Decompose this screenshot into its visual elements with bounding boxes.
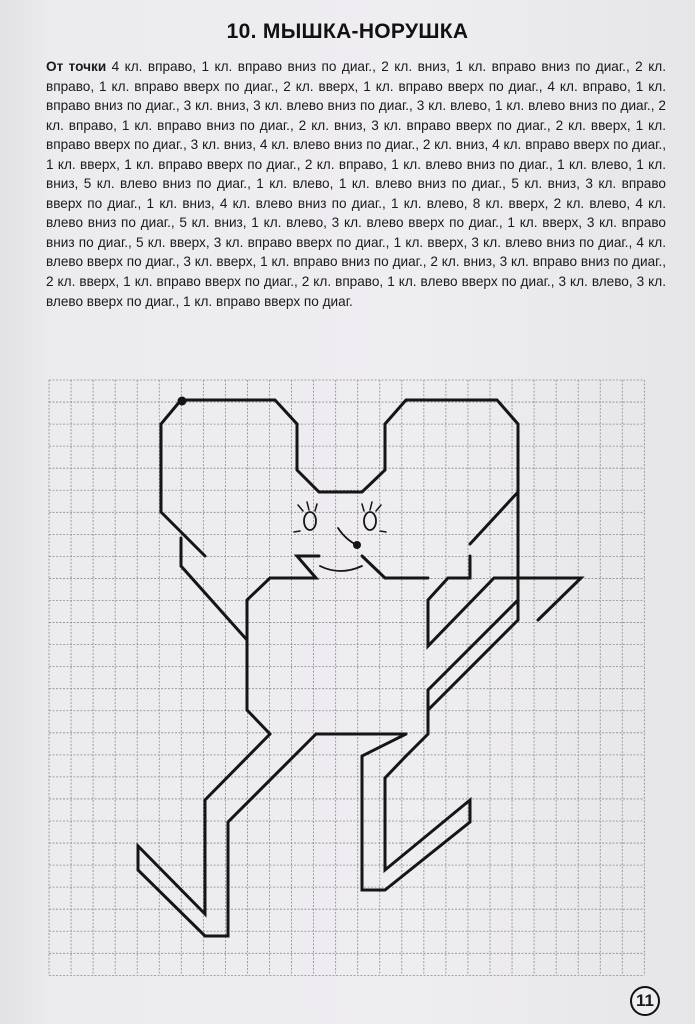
mouse-left-arm [161, 400, 319, 640]
mouse-right-leg [316, 734, 470, 890]
page-title: 10. МЫШКА-НОРУШКА [226, 20, 469, 43]
mouse-right-arm-tail [428, 492, 581, 710]
left-eye [304, 512, 316, 530]
mouse-head-outline [181, 400, 518, 544]
page-number: 11 [630, 986, 660, 1016]
start-dot [178, 397, 187, 406]
mouse-left-leg [138, 734, 316, 936]
instructions-lead: От точки [46, 59, 107, 74]
mouth [320, 566, 362, 571]
right-eye [364, 512, 376, 530]
grid-lines [49, 380, 644, 975]
mouse-body [247, 556, 428, 756]
instructions-body: 4 кл. вправо, 1 кл. вправо вниз по диаг., 2 кл. вниз, 1 кл. вправо вниз по диаг., 2 кл. вправо, 1 кл. вправо вверх по диаг., 2 кл. вверх, 1 кл. вправо вверх по диаг., 4 кл. вправо, 1 кл. вправо вниз по диаг., 3 кл. вниз, 3 кл. влево вниз по диаг., 3 кл. влево, 1 кл. влево вниз по диаг., 2 кл. вправо, 1 кл. вправо вниз по диаг., 2 кл. вниз, 3 кл. вправо вверх по диаг., 2 кл. вверх, 1 кл. вправо вверх по диаг., 3 кл. вниз, 4 кл. влево вниз по диаг., 2 кл. вниз, 4 кл. вправо вверх по диаг., 1 кл. вверх, 1 кл. вправо вверх по диаг., 2 кл. вправо, 1 кл. влево вниз по диаг., 1 кл. влево, 1 кл. вниз, 5 кл. влево вниз по диаг., 1 кл. влево, 1 кл. влево вниз по диаг., 5 кл. вниз, 3 кл. вправо вверх по диаг., 1 кл. вниз, 4 кл. влево вниз по диаг., 1 кл. влево, 8 кл. вверх, 2 кл. влево, 4 кл. влево вниз по диаг., 5 кл. вниз, 1 кл. влево, 3 кл. влево вверх по диаг., 1 кл. вверх, 3 кл. вправо вниз по диаг., 5 кл. вверх, 3 кл. вправо вверх по диаг., 1 кл. вверх, 3 кл. влево вниз по диаг., 4 кл. влево вверх по диаг., 3 кл. вверх, 1 кл. вправо вниз по диаг., 2 кл. вниз, 3 кл. вправо вниз по диаг., 2 кл. вверх, 1 кл. вправо вверх по диаг., 2 кл. вправо, 1 кл. влево вверх по диаг., 3 кл. влево, 3 кл. влево вверх по диаг., 1 кл. вправо вверх по диаг. [46, 59, 666, 309]
nose [353, 541, 361, 549]
